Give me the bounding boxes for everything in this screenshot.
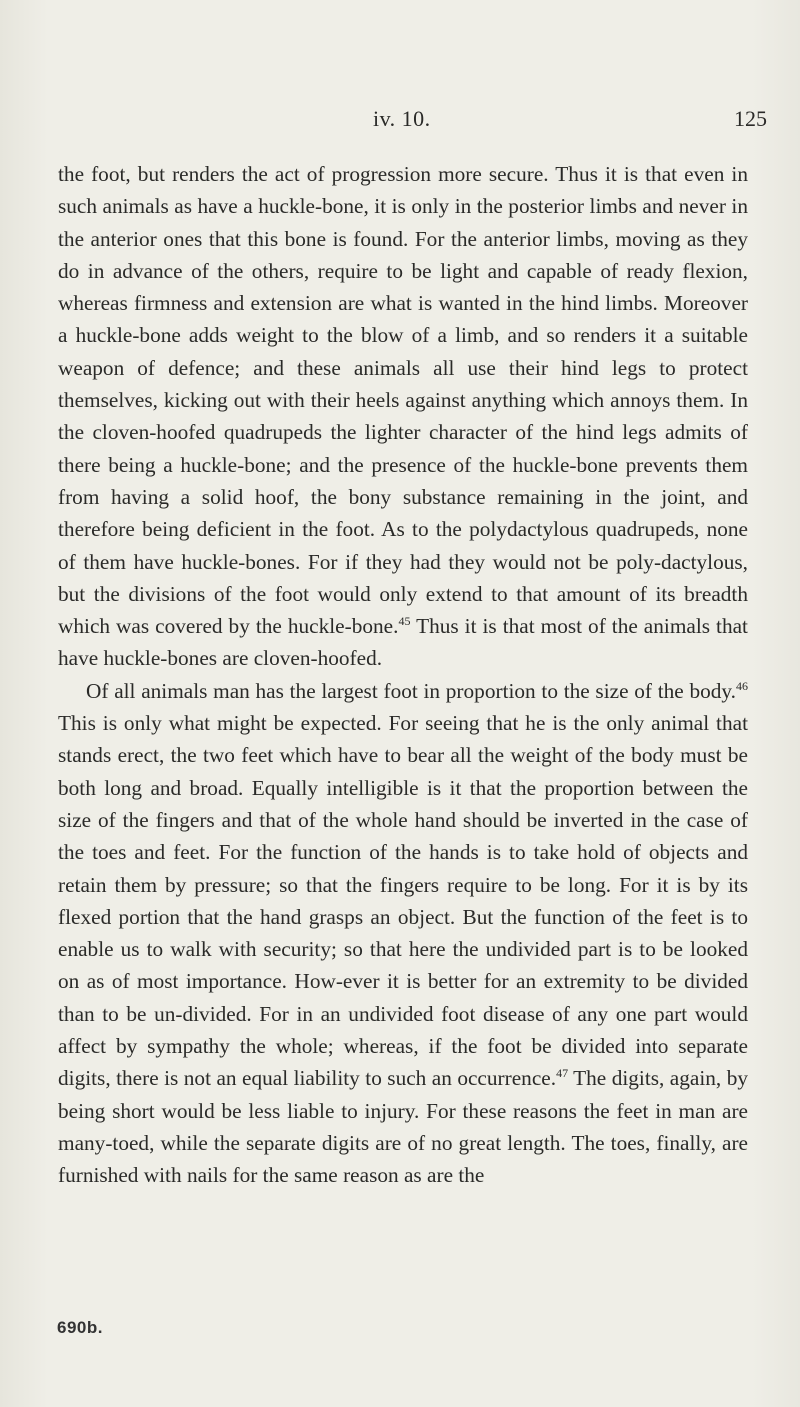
text-run: The digits, again, by being short would be less liable to injury. For these reasons the feet in man are many-toed, while the separate digits are of no great length. The toes, finally, are furnished with nails for the same reason as are the: [58, 1066, 748, 1188]
bekker-reference: 690b.: [57, 1318, 103, 1337]
text-run: Thus it is that most of the animals that have huckle-bones are cloven-hoofed.: [58, 614, 748, 671]
text-run: Of all animals man has the largest foot in proportion to the size of the body.: [86, 678, 736, 703]
body-text: [58, 158, 748, 1192]
footnote-marker: 45: [398, 614, 411, 629]
paragraph-human-foot: [58, 675, 748, 1192]
footnote-marker: 47: [556, 1066, 569, 1081]
section-reference: iv. 10.: [373, 106, 431, 131]
page-number: 125: [734, 106, 767, 131]
text-run: This is only what might be expected. For seeing that he is the only animal that stands erect, the two feet which have to bear all the weight of the body must be both long and broad. Equally intelligible is it that the proportion between the size of the fingers and that of the whole hand should be inverted in the case of the toes and feet. For the function of the hands is to take hold of objects and retain them by pressure; so that the fingers require to be long. For it is by its flexed portion that the hand grasps an object. But the function of the feet is to enable us to walk with security; so that here the undivided part is to be looked on as of most importance. How-ever it is better for an extremity to be divided than to be un-divided. For in an undivided foot disease of any one part would affect by sympathy the whole; whereas, if the foot be divided into separate digits, there is not an equal liability to such an occurrence.: [58, 711, 748, 1091]
text-run: the foot, but renders the act of progression more secure. Thus it is that even in such animals as have a huckle-bone, it is only in the posterior limbs and never in the anterior ones that this bone is found. For the anterior limbs, moving as they do in advance of the others, require to be light and capable of ready flexion, whereas firmness and extension are what is wanted in the hind limbs. Moreover a huckle-bone adds weight to the blow of a limb, and so renders it a suitable weapon of defence; and these animals all use their hind legs to protect themselves, kicking out with their heels against anything which annoys them. In the cloven-hoofed quadrupeds the lighter character of the hind legs admits of there being a huckle-bone; and the presence of the huckle-bone prevents them from having a solid hoof, the bony substance remaining in the joint, and therefore being deficient in the foot. As to the polydactylous quadrupeds, none of them have huckle-bones. For if they had they would not be poly-dactylous, but the divisions of the foot would only extend to that amount of its breadth which was covered by the huckle-bone.: [58, 162, 748, 639]
footnote-marker: 46: [736, 678, 748, 693]
running-head: [0, 106, 800, 136]
paragraph-huckle-bone: [58, 158, 748, 675]
